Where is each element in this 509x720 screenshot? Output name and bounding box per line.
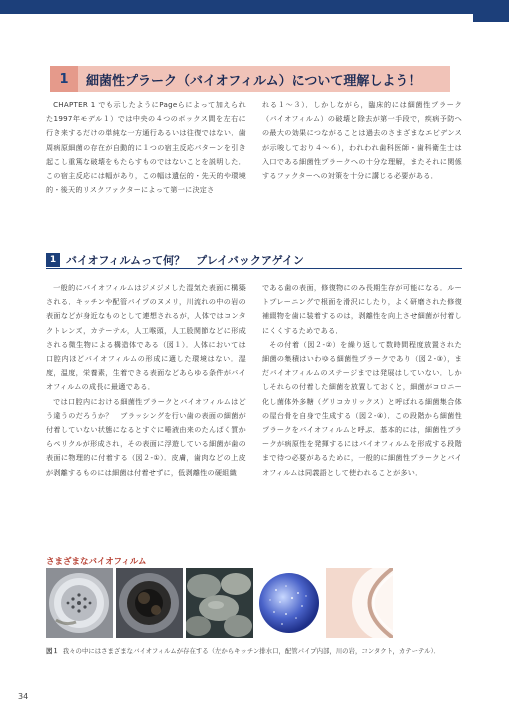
figure-caption — [46, 646, 462, 656]
figure-label: 図１ — [46, 647, 59, 655]
river-rock-photo — [186, 568, 253, 638]
page-number: 34 — [18, 692, 29, 701]
figure-photo-strip — [46, 568, 393, 638]
subsection-title: バイオフィルムって何？ プレイバックアゲイン — [66, 253, 304, 267]
figure-title: さまざまなバイオフィルム — [46, 557, 147, 567]
subsection-number: 1 — [46, 253, 60, 267]
figure-caption-text: 我々の中にはさまざまなバイオフィルムが存在する（左からキッチン排水口，配管パイプ内部，川の岩，コンタクト，カテーテル）． — [62, 647, 441, 655]
intro-left-text: CHAPTER 1 でも示したようにPageらによって加えられた1997年モデル１）では中央の４つのボックス間を左右に行き来するだけの単純な一方通行あるいは往復ではない．歯周病原細菌の存在が自動的に１つの宿主反応パターンを引き起こし重篤な破壊をもたらすものではないことを説明した．この宿主反応には幅があり，この幅は遺伝的・先天的や環境的・後天的リスクファクターによって第一に決定さ — [46, 100, 246, 195]
kitchen-drain-photo — [46, 568, 113, 638]
top-bar-tab — [473, 0, 509, 22]
body-right-paragraph-2: その付着（図２-②）を繰り返して数時間程度放置された細菌の集積はいわゆる細菌性プラークであり（図２-③），まだバイオフィルムのステージまでは発展はしていない．しかしそれらの付着した細菌を放置しておくと，細菌がコロニー化し菌体外多糖（グリコカリックス）と呼ばれる細菌集合体の屋台骨を自身で生成する（図２-④）．この段階から細菌性プラークをバイオフィルムと呼ぶ．基本的には，細菌性プラークが病原性を発揮するにはバイオフィルムを形成する段階まで待つ必要があるために，一般的に細菌性プラークとバイオフィルムは同義語として使われることが多い． — [262, 339, 462, 477]
pipe-interior-photo — [116, 568, 183, 638]
section-number: 1 — [50, 66, 78, 92]
top-bar — [0, 0, 509, 14]
intro-right-column — [262, 98, 462, 183]
body-left-column — [46, 281, 246, 480]
body-left-paragraph-1: 一般的にバイオフィルムはジメジメした湿気た表面に構築される．キッチンや配管パイプのヌメリ，川流れの中の岩の表面などが身近なものとして連想されるが，人体ではコンタクトレンズ，カテーテル，人工喉頭，人工股関節などに形成される微生物による構造体である（図１）．人体においては口腔内ほどバイオフィルムの形成に適した環境はない．湿度，温度，栄養素，生着できる表面などあらゆる条件がバイオフィルムの成長に最適である． — [46, 283, 246, 392]
subsection-heading — [46, 251, 462, 269]
section-banner — [50, 66, 450, 92]
body-left-paragraph-2: では口腔内における細菌性プラークとバイオフィルムはどう違うのだろうか？ ブラッシングを行い歯の表面の細菌が付着していない状態になるとすぐに唾液由来のたんぱく質からペリクルが形成され，その表面に浮遊している細菌が歯の表面に物理的に付着する（図２-①）．皮膚，歯肉などの上皮が剥離するものには細菌は付着せずに，低剥離性の硬組織 — [46, 396, 246, 477]
catheter-photo — [326, 568, 393, 638]
section-title: 細菌性プラーク（バイオフィルム）について理解しよう！ — [86, 73, 422, 89]
body-right-column — [262, 281, 462, 480]
intro-right-text: れる１〜３）．しかしながら，臨床的には細菌性プラーク（バイオフィルム）の破壊と除去が第一手段で，疾病予防への最大の効果につながることは過去のさまざまなエビデンスが示唆しており４〜６），われわれ歯科医師・歯科衛生士は入口である細菌性プラークへの十分な理解，またそれに関係するファクターへの対策を十分に講じる必要がある． — [262, 100, 462, 181]
intro-left-column — [46, 98, 246, 197]
body-right-paragraph-1: である歯の表面，修復物にのみ長期生存が可能になる．ルートプレーニングで根面を滑沢にしたり，よく研磨された修復補綴物を歯に装着するのは，剥離性を向上させ細菌が付着しにくくするためである． — [262, 283, 462, 335]
contact-lens-photo — [256, 568, 323, 638]
